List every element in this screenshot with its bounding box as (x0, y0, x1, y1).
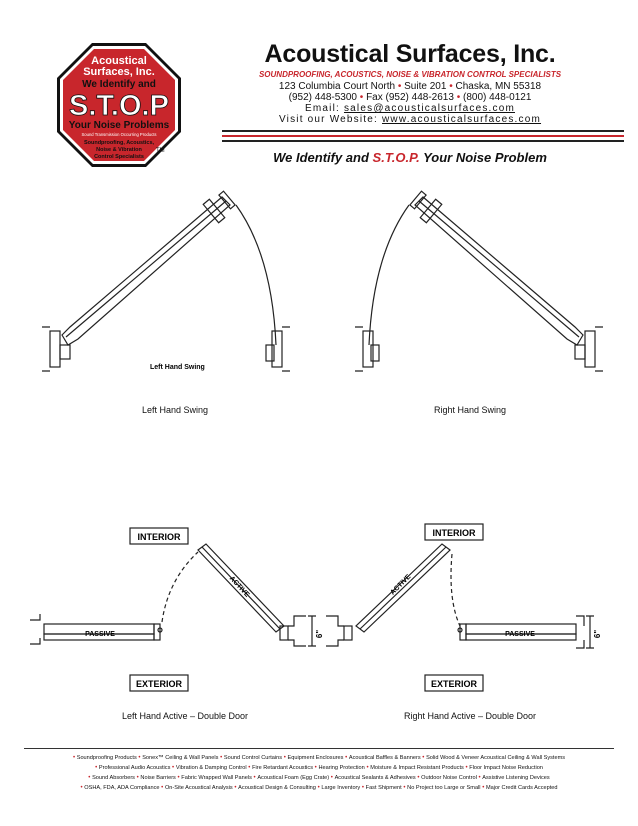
logo-stop: S.T.O.P (69, 90, 169, 122)
company-logo (54, 40, 184, 170)
footer-item: Acoustical Sealants & Adhesives (334, 775, 416, 781)
logo-line3: We Identify and (82, 79, 156, 90)
left-hand-active-diagram (30, 520, 330, 700)
exterior-label-right: EXTERIOR (430, 679, 478, 689)
email-line: Email: sales@acousticalsurfaces.com (305, 103, 515, 114)
footer-item: Vibration & Damping Control (175, 765, 247, 771)
company-tagline: SOUNDPROOFING, ACOUSTICS, NOISE & VIBRATION CONTROL SPECIALISTS (258, 70, 562, 79)
logo-tm: TM (156, 148, 165, 154)
right-hand-active-diagram (320, 520, 620, 700)
logo-line5: Sound Transmission Occurring Products (81, 132, 157, 137)
footer-item: OSHA, FDA, ADA Compliance (84, 785, 160, 791)
footer-item: Fabric Wrapped Wall Panels (181, 775, 252, 781)
logo-line1: Acoustical (91, 55, 147, 67)
footer-item: Soundproofing Products (76, 755, 137, 761)
company-name: Acoustical Surfaces, Inc. (264, 40, 556, 68)
phone-line: (952) 448-5300 • Fax (952) 448-2613 • (800) 448-0121 (288, 92, 532, 103)
header-rule-red (222, 135, 624, 137)
footer-item: No Project too Large or Small (407, 785, 481, 791)
contact-block (205, 81, 615, 125)
footer-item: Solid Wood & Veneer Acoustical Ceiling & Wall Systems (426, 755, 566, 761)
caption-left-hand-active: Left Hand Active – Double Door (121, 711, 249, 721)
interior-label-left: INTERIOR (137, 532, 181, 542)
footer-line: • OSHA, FDA, ADA Compliance • On-Site Acoustical Analysis • Acoustical Design & Consulting • Large Inventory • Fast Shipment • No Project too Large or Small • Major Credit Cards Accepted (80, 785, 558, 791)
footer-item: Outdoor Noise Control (421, 775, 477, 781)
footer-item: Assistive Listening Devices (482, 775, 550, 781)
footer-product-list (24, 748, 614, 793)
footer-lines (24, 753, 614, 793)
exterior-label-left: EXTERIOR (135, 679, 183, 689)
caption-right-hand-swing: Right Hand Swing (433, 405, 507, 415)
active-label-right: ACTIVE (389, 573, 413, 597)
footer-item: On-Site Acoustical Analysis (164, 785, 233, 791)
passive-label-left: PASSIVE (85, 631, 115, 638)
logo-line8: Control Specialists (94, 154, 144, 160)
logo-line6: Soundproofing, Acoustics, (83, 140, 155, 146)
footer-line: • Soundproofing Products • Sonex™ Ceiling & Wall Panels • Sound Control Curtains • Equipment Enclosures • Acoustical Baffles & Banners • Solid Wood & Veneer Acoustical Ceiling & Wall Systems (72, 755, 566, 761)
footer-item: Large Inventory (321, 785, 361, 791)
dimension-label-right: 6" (593, 629, 602, 639)
lhs-inner-label: Left Hand Swing (150, 364, 205, 371)
footer-item: Professional Audio Acoustics (98, 765, 171, 771)
header-rule-black (222, 130, 624, 132)
footer-item: Fast Shipment (365, 785, 402, 791)
right-hand-swing-diagram (355, 185, 605, 380)
footer-item: Sound Control Curtains (223, 755, 283, 761)
footer-line: • Professional Audio Acoustics • Vibration & Damping Control • Fire Retardant Acoustics • Hearing Protection • Moisture & Impact Resistant Products • Floor Impact Noise Reduction (95, 765, 543, 771)
slogan: We Identify and S.T.O.P. Your Noise Problem (273, 150, 547, 165)
left-hand-swing-diagram (40, 185, 290, 380)
passive-label-right: PASSIVE (505, 631, 535, 638)
dimension-label-left: 6" (315, 629, 324, 639)
website-link[interactable]: www.acousticalsurfaces.com (382, 114, 542, 125)
footer-item: Acoustical Foam (Egg Crate) (257, 775, 330, 781)
footer-item: Major Credit Cards Accepted (485, 785, 558, 791)
caption-right-hand-active: Right Hand Active – Double Door (403, 711, 537, 721)
footer-item: Equipment Enclosures (287, 755, 344, 761)
logo-line4: Your Noise Problems (68, 120, 170, 131)
active-label-left: ACTIVE (227, 575, 251, 599)
footer-item: Hearing Protection (318, 765, 365, 771)
footer-item: Moisture & Impact Resistant Products (370, 765, 464, 771)
footer-item: Sonex™ Ceiling & Wall Panels (142, 755, 219, 761)
footer-item: Floor Impact Noise Reduction (469, 765, 543, 771)
footer-item: Noise Barriers (140, 775, 176, 781)
logo-line2: Surfaces, Inc. (83, 66, 155, 78)
footer-line: • Sound Absorbers • Noise Barriers • Fabric Wrapped Wall Panels • Acoustical Foam (Egg Crate) • Acoustical Sealants & Adhesives • Outdoor Noise Control • Assistive Listening Devices (88, 775, 550, 781)
email-link[interactable]: sales@acousticalsurfaces.com (343, 103, 515, 114)
header-rule-black-2 (222, 140, 624, 142)
footer-item: Fire Retardant Acoustics (252, 765, 313, 771)
caption-left-hand-swing: Left Hand Swing (141, 405, 209, 415)
address-line: 123 Columbia Court North • Suite 201 • Chaska, MN 55318 (278, 81, 542, 92)
website-line: Visit our Website: www.acousticalsurfaces.com (278, 114, 542, 125)
footer-item: Sound Absorbers (92, 775, 135, 781)
footer-item: Acoustical Design & Consulting (238, 785, 316, 791)
logo-line7: Noise & Vibration (96, 147, 142, 153)
interior-label-right: INTERIOR (432, 528, 476, 538)
footer-item: Acoustical Baffles & Banners (348, 755, 421, 761)
